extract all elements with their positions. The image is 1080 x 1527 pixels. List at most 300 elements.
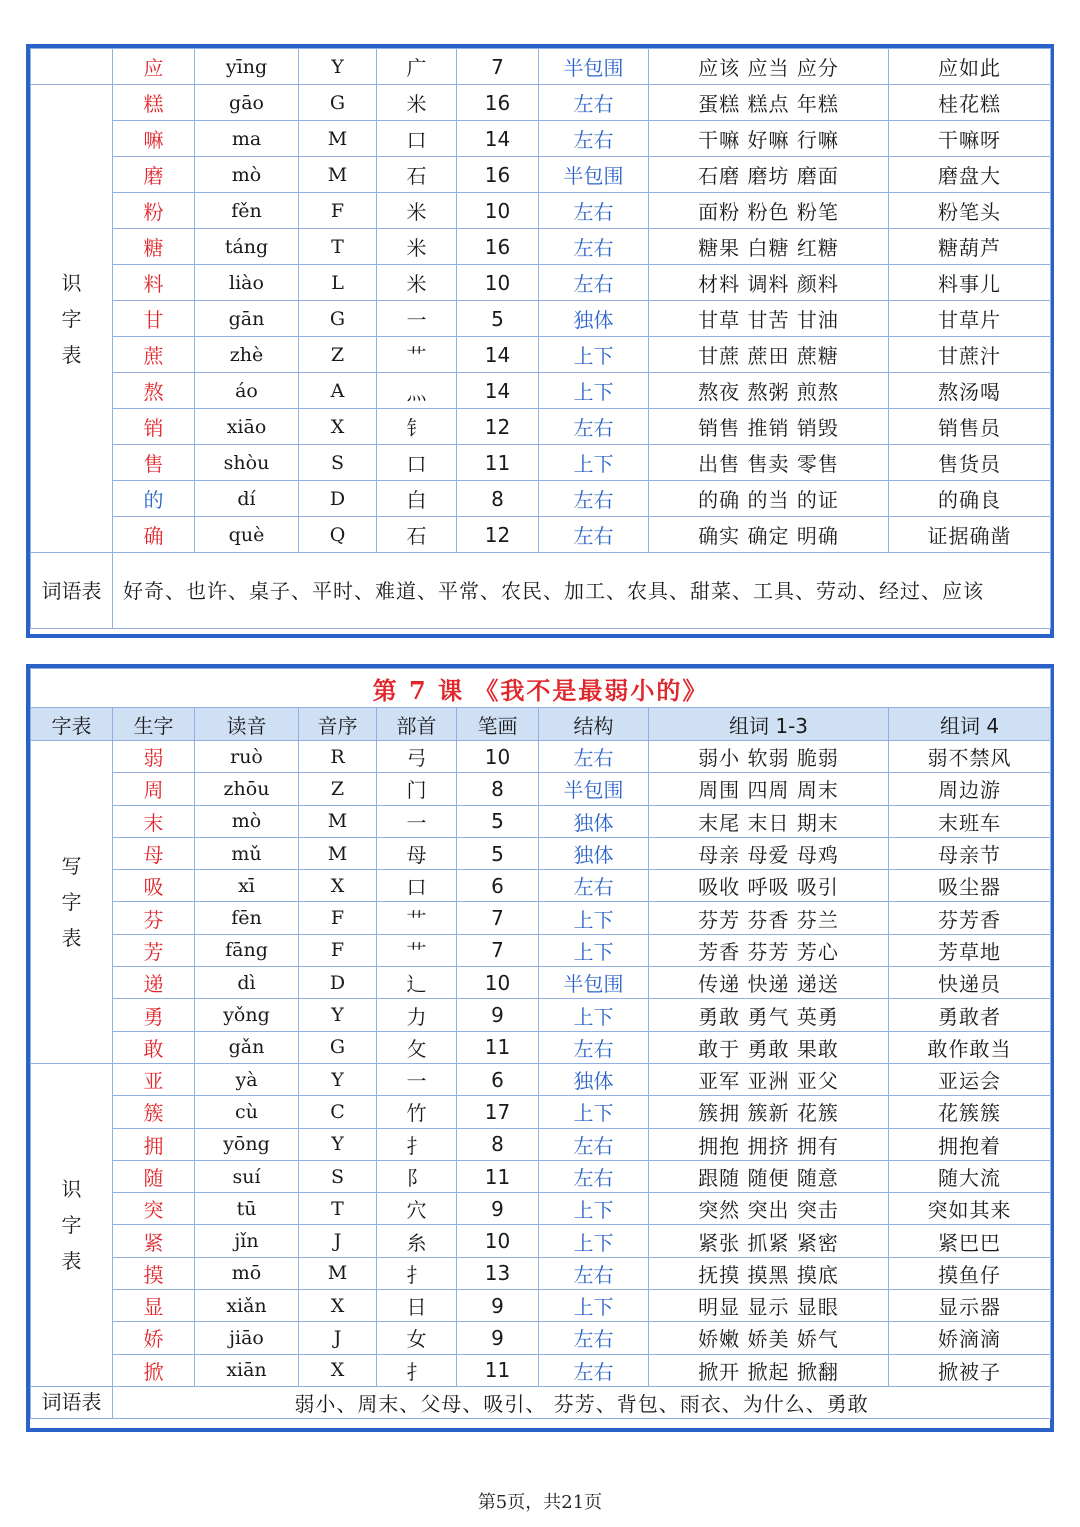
radical-cell: 门 (377, 773, 457, 805)
stroke-count-cell: 14 (457, 121, 539, 157)
words-cell: 确实 确定 明确 (649, 517, 889, 553)
word4-cell: 摸鱼仔 (889, 1257, 1051, 1289)
category-label-char: 字 (61, 306, 82, 331)
word4-cell: 随大流 (889, 1160, 1051, 1192)
pinyin-cell: fěn (195, 193, 299, 229)
pinyin-cell: gān (195, 301, 299, 337)
stroke-count-cell: 9 (457, 999, 539, 1031)
structure-cell: 左右 (539, 121, 649, 157)
sound-order-cell: M (299, 1257, 377, 1289)
pinyin-cell: jiāo (195, 1322, 299, 1354)
stroke-count-cell: 16 (457, 85, 539, 121)
char-row (31, 870, 1051, 902)
category-label-char: 表 (61, 342, 82, 367)
char-row (31, 337, 1051, 373)
radical-cell: 石 (377, 517, 457, 553)
words-cell: 糖果 白糖 红糖 (649, 229, 889, 265)
pinyin-cell: ruò (195, 741, 299, 773)
pinyin-cell: yà (195, 1063, 299, 1095)
character-cell: 熬 (113, 373, 195, 409)
stroke-count-cell: 11 (457, 1354, 539, 1386)
word4-cell: 勇敢者 (889, 999, 1051, 1031)
words-cell: 蛋糕 糕点 年糕 (649, 85, 889, 121)
char-row (31, 837, 1051, 869)
character-cell: 母 (113, 837, 195, 869)
pinyin-cell: liào (195, 265, 299, 301)
words-cell: 销售 推销 销毁 (649, 409, 889, 445)
stroke-count-cell: 12 (457, 517, 539, 553)
radical-cell: 弓 (377, 741, 457, 773)
sound-order-cell: D (299, 967, 377, 999)
words-cell: 材料 调料 颜料 (649, 265, 889, 301)
character-cell: 随 (113, 1160, 195, 1192)
character-cell: 敢 (113, 1031, 195, 1063)
sound-order-cell: G (299, 1031, 377, 1063)
structure-cell: 左右 (539, 85, 649, 121)
stroke-count-cell: 11 (457, 1160, 539, 1192)
stroke-count-cell: 14 (457, 373, 539, 409)
stroke-count-cell: 9 (457, 1322, 539, 1354)
sound-order-cell: Q (299, 517, 377, 553)
header-char: 生字 (113, 708, 195, 741)
word4-cell: 显示器 (889, 1290, 1051, 1322)
structure-cell: 上下 (539, 934, 649, 966)
sound-order-cell: J (299, 1225, 377, 1257)
character-cell: 芳 (113, 934, 195, 966)
structure-cell: 半包围 (539, 49, 649, 85)
character-cell: 芬 (113, 902, 195, 934)
radical-cell: 艹 (377, 337, 457, 373)
char-row (31, 902, 1051, 934)
sound-order-cell: S (299, 1160, 377, 1192)
words-cell: 娇嫩 娇美 娇气 (649, 1322, 889, 1354)
pinyin-cell: xiān (195, 1354, 299, 1386)
structure-cell: 上下 (539, 445, 649, 481)
char-row (31, 1354, 1051, 1386)
character-cell: 料 (113, 265, 195, 301)
char-row (31, 934, 1051, 966)
sound-order-cell: M (299, 805, 377, 837)
category-blank (31, 49, 113, 85)
structure-cell: 左右 (539, 409, 649, 445)
structure-cell: 上下 (539, 999, 649, 1031)
word4-cell: 磨盘大 (889, 157, 1051, 193)
words-cell: 芳香 芬芳 芳心 (649, 934, 889, 966)
char-row (31, 1128, 1051, 1160)
character-cell: 糖 (113, 229, 195, 265)
words-cell: 干嘛 好嘛 行嘛 (649, 121, 889, 157)
word4-cell: 芳草地 (889, 934, 1051, 966)
character-cell: 糕 (113, 85, 195, 121)
char-row (31, 157, 1051, 193)
words-cell: 甘草 甘苦 甘油 (649, 301, 889, 337)
radical-cell: 白 (377, 481, 457, 517)
char-row (31, 517, 1051, 553)
sound-order-cell: T (299, 1193, 377, 1225)
char-row (31, 1322, 1051, 1354)
pinyin-cell: què (195, 517, 299, 553)
write-table-label-char: 写 (61, 853, 82, 878)
radical-cell: 口 (377, 445, 457, 481)
stroke-count-cell: 16 (457, 229, 539, 265)
pinyin-cell: mō (195, 1257, 299, 1289)
vocab-row (31, 553, 1051, 629)
radical-cell: 一 (377, 301, 457, 337)
character-cell: 末 (113, 805, 195, 837)
pinyin-cell: fēn (195, 902, 299, 934)
stroke-count-cell: 10 (457, 1225, 539, 1257)
radical-cell: 母 (377, 837, 457, 869)
words-cell: 吸收 呼吸 吸引 (649, 870, 889, 902)
char-row (31, 1031, 1051, 1063)
sound-order-cell: M (299, 121, 377, 157)
word4-cell: 熬汤喝 (889, 373, 1051, 409)
sound-order-cell: A (299, 373, 377, 409)
pinyin-cell: fāng (195, 934, 299, 966)
pinyin-cell: mò (195, 157, 299, 193)
char-row (31, 741, 1051, 773)
radical-cell: 钅 (377, 409, 457, 445)
structure-cell: 独体 (539, 1063, 649, 1095)
words-cell: 掀开 掀起 掀翻 (649, 1354, 889, 1386)
words-cell: 应该 应当 应分 (649, 49, 889, 85)
read-table-label-char: 识 (61, 1176, 82, 1201)
sound-order-cell: F (299, 902, 377, 934)
structure-cell: 左右 (539, 1257, 649, 1289)
char-row (31, 773, 1051, 805)
category-label (31, 85, 113, 553)
sound-order-cell: G (299, 301, 377, 337)
word4-cell: 的确良 (889, 481, 1051, 517)
lesson6-table-frame (26, 44, 1054, 638)
sound-order-cell: C (299, 1096, 377, 1128)
pinyin-cell: zhè (195, 337, 299, 373)
stroke-count-cell: 11 (457, 445, 539, 481)
stroke-count-cell: 13 (457, 1257, 539, 1289)
pinyin-cell: shòu (195, 445, 299, 481)
vocab-label: 词语表 (31, 553, 113, 629)
radical-cell: 穴 (377, 1193, 457, 1225)
sound-order-cell: X (299, 409, 377, 445)
header-strokes: 笔画 (457, 708, 539, 741)
character-cell: 周 (113, 773, 195, 805)
char-row (31, 445, 1051, 481)
radical-cell: 米 (377, 265, 457, 301)
character-cell: 嘛 (113, 121, 195, 157)
character-cell: 突 (113, 1193, 195, 1225)
word4-cell: 娇滴滴 (889, 1322, 1051, 1354)
words-cell: 芬芳 芬香 芬兰 (649, 902, 889, 934)
radical-cell: 灬 (377, 373, 457, 409)
page-footer: 第5页，共21页 (477, 1492, 603, 1513)
word4-cell: 干嘛呀 (889, 121, 1051, 157)
char-row (31, 85, 1051, 121)
sound-order-cell: X (299, 870, 377, 902)
stroke-count-cell: 17 (457, 1096, 539, 1128)
character-cell: 递 (113, 967, 195, 999)
char-row (31, 1225, 1051, 1257)
stroke-count-cell: 7 (457, 49, 539, 85)
sound-order-cell: J (299, 1322, 377, 1354)
pinyin-cell: cù (195, 1096, 299, 1128)
radical-cell: 辶 (377, 967, 457, 999)
stroke-count-cell: 7 (457, 934, 539, 966)
radical-cell: 一 (377, 1063, 457, 1095)
words-cell: 熬夜 熬粥 煎熬 (649, 373, 889, 409)
char-row (31, 1063, 1051, 1095)
sound-order-cell: X (299, 1290, 377, 1322)
word4-cell: 糖葫芦 (889, 229, 1051, 265)
structure-cell: 左右 (539, 1322, 649, 1354)
vocab-label: 词语表 (31, 1386, 113, 1418)
char-row (31, 1160, 1051, 1192)
stroke-count-cell: 5 (457, 301, 539, 337)
radical-cell: 攵 (377, 1031, 457, 1063)
structure-cell: 左右 (539, 481, 649, 517)
word4-cell: 甘草片 (889, 301, 1051, 337)
char-row (31, 121, 1051, 157)
radical-cell: 力 (377, 999, 457, 1031)
header-order: 音序 (299, 708, 377, 741)
words-cell: 簇拥 簇新 花簇 (649, 1096, 889, 1128)
pinyin-cell: táng (195, 229, 299, 265)
write-table-label-char: 表 (61, 925, 82, 950)
pinyin-cell: tū (195, 1193, 299, 1225)
character-cell: 应 (113, 49, 195, 85)
char-row (31, 229, 1051, 265)
word4-cell: 周边游 (889, 773, 1051, 805)
char-row (31, 265, 1051, 301)
word4-cell: 吸尘器 (889, 870, 1051, 902)
word4-cell: 突如其来 (889, 1193, 1051, 1225)
character-cell: 粉 (113, 193, 195, 229)
stroke-count-cell: 12 (457, 409, 539, 445)
vocab-row (31, 1386, 1051, 1418)
word4-cell: 售货员 (889, 445, 1051, 481)
radical-cell: 艹 (377, 934, 457, 966)
stroke-count-cell: 6 (457, 870, 539, 902)
structure-cell: 左右 (539, 870, 649, 902)
structure-cell: 半包围 (539, 773, 649, 805)
word4-cell: 花簇簇 (889, 1096, 1051, 1128)
pinyin-cell: dì (195, 967, 299, 999)
structure-cell: 左右 (539, 1031, 649, 1063)
pinyin-cell: yǒng (195, 999, 299, 1031)
character-cell: 的 (113, 481, 195, 517)
pinyin-cell: dí (195, 481, 299, 517)
structure-cell: 左右 (539, 1160, 649, 1192)
write-table-label (31, 741, 113, 1064)
sound-order-cell: S (299, 445, 377, 481)
word4-cell: 料事儿 (889, 265, 1051, 301)
pinyin-cell: yīng (195, 49, 299, 85)
words-cell: 亚军 亚洲 亚父 (649, 1063, 889, 1095)
radical-cell: 竹 (377, 1096, 457, 1128)
pinyin-cell: xī (195, 870, 299, 902)
character-cell: 显 (113, 1290, 195, 1322)
pinyin-cell: áo (195, 373, 299, 409)
stroke-count-cell: 10 (457, 265, 539, 301)
stroke-count-cell: 11 (457, 1031, 539, 1063)
words-cell: 的确 的当 的证 (649, 481, 889, 517)
words-cell: 抚摸 摸黑 摸底 (649, 1257, 889, 1289)
read-table-label-char: 字 (61, 1212, 82, 1237)
words-cell: 敢于 勇敢 果敢 (649, 1031, 889, 1063)
structure-cell: 左右 (539, 193, 649, 229)
character-cell: 销 (113, 409, 195, 445)
lesson7-table-body (31, 669, 1051, 1419)
pinyin-cell: mò (195, 805, 299, 837)
char-row (31, 409, 1051, 445)
pinyin-cell: mǔ (195, 837, 299, 869)
word4-cell: 甘蔗汁 (889, 337, 1051, 373)
words-cell: 跟随 随便 随意 (649, 1160, 889, 1192)
pinyin-cell: gǎn (195, 1031, 299, 1063)
char-row (31, 805, 1051, 837)
read-table-label-char: 表 (61, 1248, 82, 1273)
word4-cell: 敢作敢当 (889, 1031, 1051, 1063)
sound-order-cell: F (299, 193, 377, 229)
word4-cell: 母亲节 (889, 837, 1051, 869)
sound-order-cell: G (299, 85, 377, 121)
structure-cell: 左右 (539, 1128, 649, 1160)
radical-cell: 米 (377, 193, 457, 229)
radical-cell: 口 (377, 870, 457, 902)
pinyin-cell: xiāo (195, 409, 299, 445)
sound-order-cell: F (299, 934, 377, 966)
stroke-count-cell: 10 (457, 193, 539, 229)
header-category: 字表 (31, 708, 113, 741)
words-cell: 周围 四周 周末 (649, 773, 889, 805)
structure-cell: 独体 (539, 805, 649, 837)
sound-order-cell: Y (299, 1128, 377, 1160)
word4-cell: 芬芳香 (889, 902, 1051, 934)
character-cell: 娇 (113, 1322, 195, 1354)
stroke-count-cell: 6 (457, 1063, 539, 1095)
header-radical: 部首 (377, 708, 457, 741)
lesson7-table-frame (26, 664, 1054, 1432)
header-pinyin: 读音 (195, 708, 299, 741)
words-cell: 甘蔗 蔗田 蔗糖 (649, 337, 889, 373)
char-row (31, 1290, 1051, 1322)
radical-cell: 日 (377, 1290, 457, 1322)
words-cell: 弱小 软弱 脆弱 (649, 741, 889, 773)
pinyin-cell: jǐn (195, 1225, 299, 1257)
word4-cell: 销售员 (889, 409, 1051, 445)
lesson-title: 第 7 课 《我不是最弱小的》 (31, 669, 1051, 708)
stroke-count-cell: 9 (457, 1290, 539, 1322)
char-row (31, 301, 1051, 337)
structure-cell: 左右 (539, 1354, 649, 1386)
vocab-list: 弱小、周末、父母、吸引、 芬芳、背包、雨衣、为什么、勇敢 (113, 1386, 1051, 1418)
structure-cell: 独体 (539, 301, 649, 337)
lesson6-table-body (31, 49, 1051, 629)
words-cell: 拥抱 拥挤 拥有 (649, 1128, 889, 1160)
radical-cell: 糸 (377, 1225, 457, 1257)
structure-cell: 左右 (539, 229, 649, 265)
sound-order-cell: D (299, 481, 377, 517)
character-cell: 吸 (113, 870, 195, 902)
radical-cell: 扌 (377, 1354, 457, 1386)
lesson7-table (30, 668, 1051, 1419)
pinyin-cell: zhōu (195, 773, 299, 805)
category-label-char: 识 (61, 270, 82, 295)
structure-cell: 半包围 (539, 967, 649, 999)
word4-cell: 应如此 (889, 49, 1051, 85)
word4-cell: 亚运会 (889, 1063, 1051, 1095)
character-cell: 掀 (113, 1354, 195, 1386)
sound-order-cell: L (299, 265, 377, 301)
words-cell: 紧张 抓紧 紧密 (649, 1225, 889, 1257)
pinyin-cell: gāo (195, 85, 299, 121)
header-words: 组词 1-3 (649, 708, 889, 741)
header-word4: 组词 4 (889, 708, 1051, 741)
character-cell: 弱 (113, 741, 195, 773)
structure-cell: 上下 (539, 1096, 649, 1128)
radical-cell: 石 (377, 157, 457, 193)
write-table-label-char: 字 (61, 889, 82, 914)
header-row (31, 708, 1051, 741)
char-row (31, 49, 1051, 85)
word4-cell: 证据确凿 (889, 517, 1051, 553)
structure-cell: 上下 (539, 1225, 649, 1257)
structure-cell: 半包围 (539, 157, 649, 193)
sound-order-cell: Y (299, 999, 377, 1031)
radical-cell: 阝 (377, 1160, 457, 1192)
words-cell: 传递 快递 递送 (649, 967, 889, 999)
structure-cell: 左右 (539, 265, 649, 301)
stroke-count-cell: 9 (457, 1193, 539, 1225)
char-row (31, 967, 1051, 999)
word4-cell: 弱不禁风 (889, 741, 1051, 773)
structure-cell: 左右 (539, 517, 649, 553)
radical-cell: 扌 (377, 1257, 457, 1289)
sound-order-cell: X (299, 1354, 377, 1386)
character-cell: 确 (113, 517, 195, 553)
structure-cell: 上下 (539, 902, 649, 934)
word4-cell: 紧巴巴 (889, 1225, 1051, 1257)
vocab-list: 好奇、也许、桌子、平时、难道、平常、农民、加工、农具、甜菜、工具、劳动、经过、应该 (113, 553, 1051, 629)
structure-cell: 上下 (539, 337, 649, 373)
char-row (31, 1257, 1051, 1289)
character-cell: 甘 (113, 301, 195, 337)
char-row (31, 373, 1051, 409)
word4-cell: 末班车 (889, 805, 1051, 837)
char-row (31, 1096, 1051, 1128)
sound-order-cell: Y (299, 49, 377, 85)
structure-cell: 左右 (539, 741, 649, 773)
words-cell: 勇敢 勇气 英勇 (649, 999, 889, 1031)
character-cell: 紧 (113, 1225, 195, 1257)
radical-cell: 艹 (377, 902, 457, 934)
sound-order-cell: T (299, 229, 377, 265)
words-cell: 明显 显示 显眼 (649, 1290, 889, 1322)
character-cell: 售 (113, 445, 195, 481)
word4-cell: 拥抱着 (889, 1128, 1051, 1160)
word4-cell: 桂花糕 (889, 85, 1051, 121)
stroke-count-cell: 5 (457, 837, 539, 869)
lesson6-table (30, 48, 1051, 629)
stroke-count-cell: 14 (457, 337, 539, 373)
words-cell: 末尾 末日 期末 (649, 805, 889, 837)
radical-cell: 口 (377, 121, 457, 157)
stroke-count-cell: 10 (457, 741, 539, 773)
radical-cell: 米 (377, 229, 457, 265)
structure-cell: 上下 (539, 1290, 649, 1322)
sound-order-cell: Z (299, 773, 377, 805)
pinyin-cell: yōng (195, 1128, 299, 1160)
read-table-label (31, 1063, 113, 1386)
